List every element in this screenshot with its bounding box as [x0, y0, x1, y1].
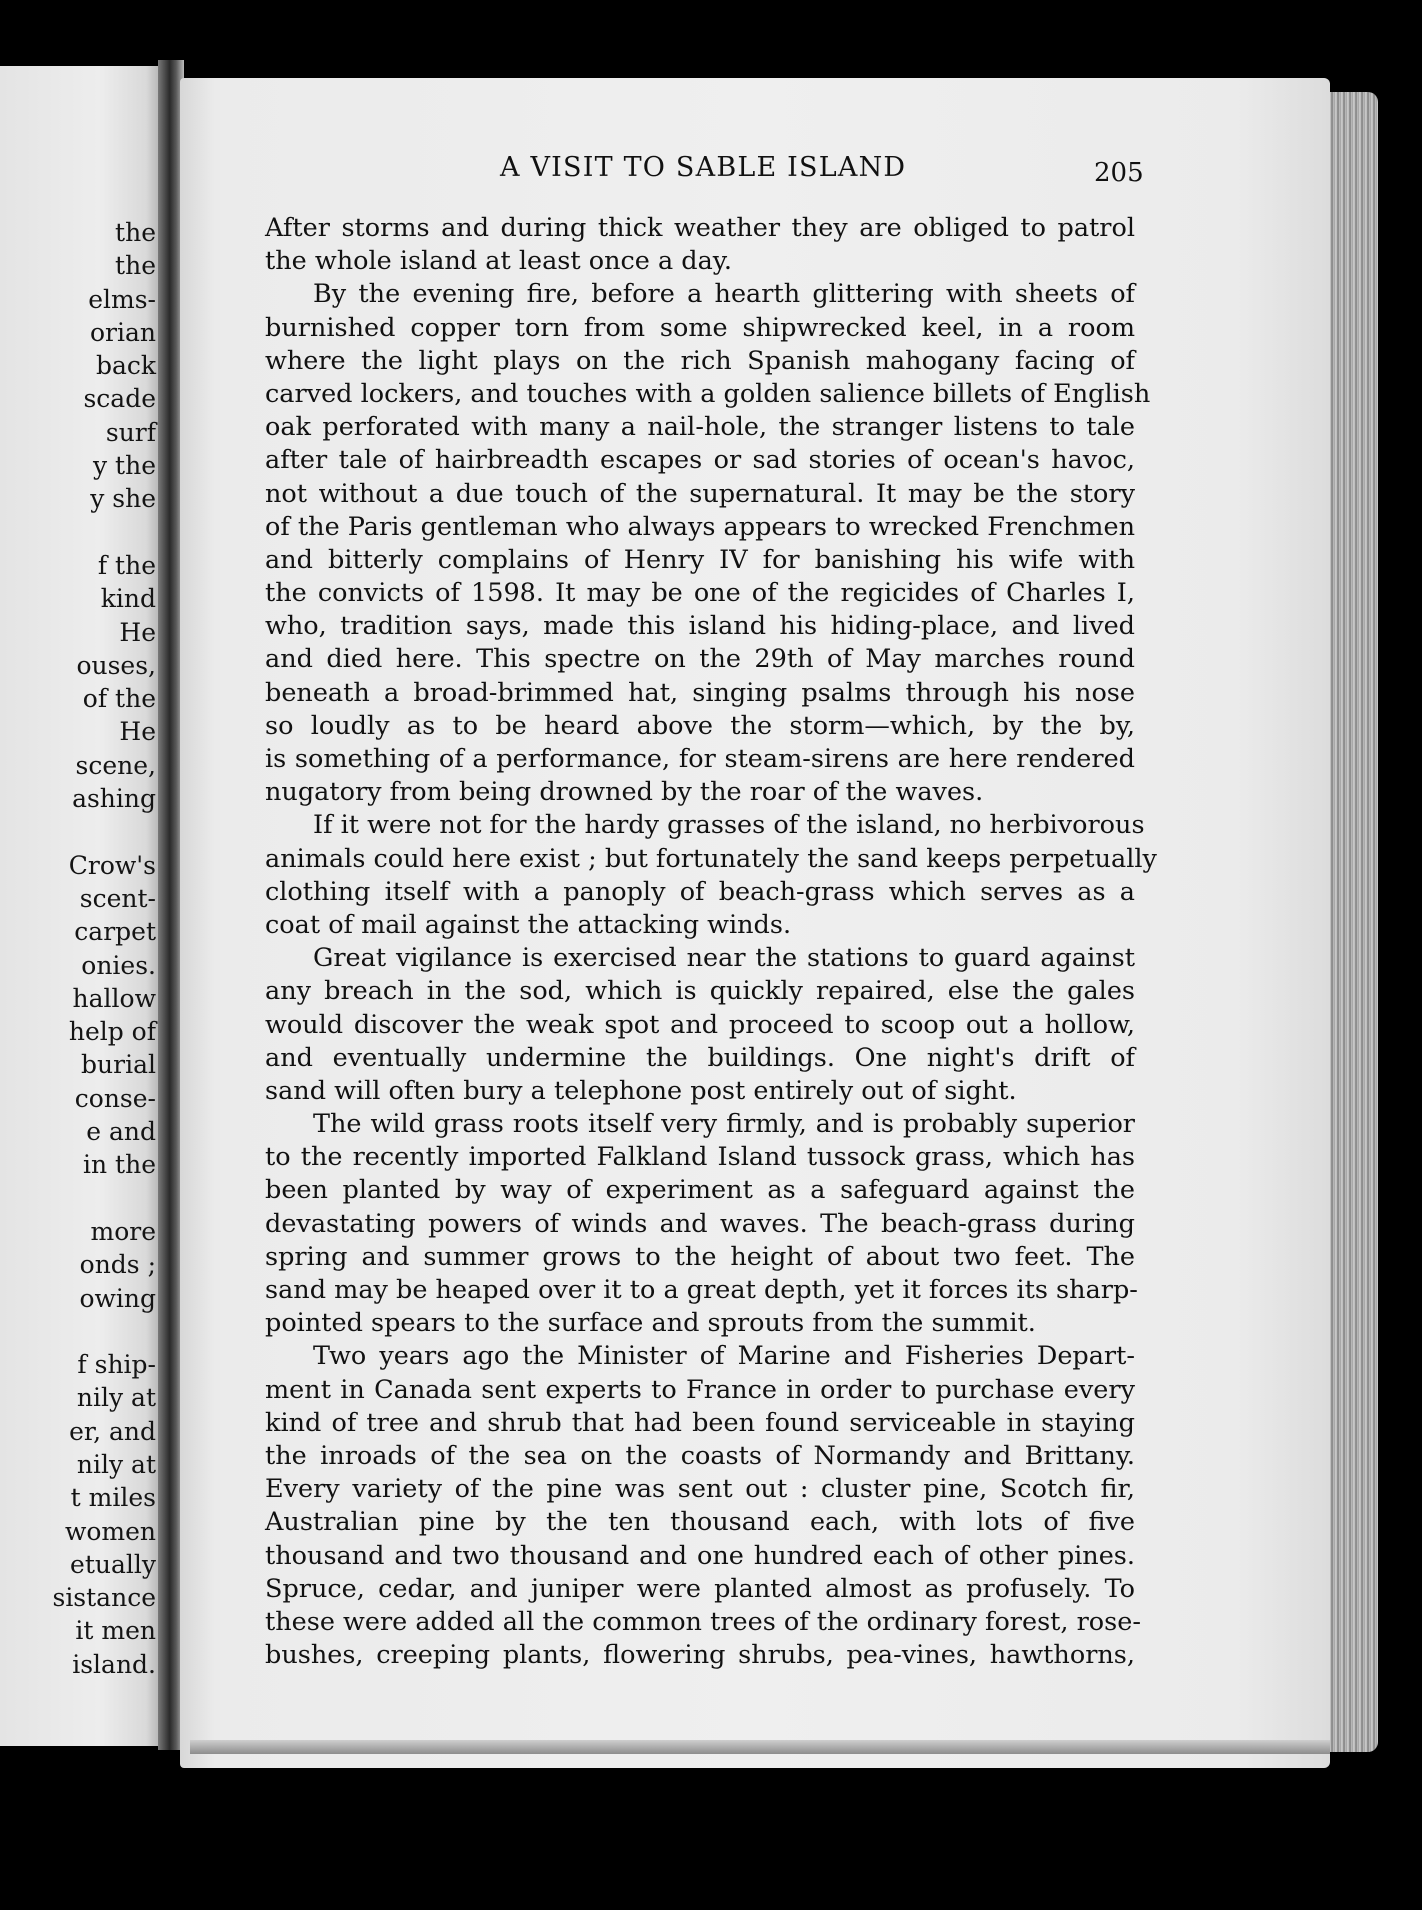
text-line: spring and summer grows to the height of about two feet. The: [265, 1241, 1135, 1272]
facing-page-line: f the: [97, 550, 156, 580]
text-line: these were added all the common trees of the ordinary forest, rose-: [265, 1606, 1141, 1637]
text-line: beneath a broad-brimmed hat, singing psalms through his nose: [265, 677, 1135, 708]
facing-page-line: owing: [79, 1283, 156, 1313]
facing-page-left: [0, 66, 166, 1746]
text-line: the whole island at least once a day.: [265, 246, 732, 277]
facing-page-line: women: [64, 1516, 156, 1546]
text-line: and eventually undermine the buildings. One night's drift of: [265, 1042, 1135, 1073]
facing-page-line: carpet: [74, 917, 156, 947]
text-line: devastating powers of winds and waves. The beach-grass during: [265, 1208, 1135, 1239]
facing-page-line: help of: [68, 1017, 156, 1047]
text-line: the inroads of the sea on the coasts of Normandy and Brittany.: [265, 1440, 1135, 1471]
facing-page-line: nily at: [76, 1449, 156, 1479]
text-line: animals could here exist ; but fortunately the sand keeps perpetually: [265, 843, 1157, 874]
facing-page-line: in the: [83, 1150, 156, 1180]
facing-page-line: e and: [86, 1117, 156, 1147]
facing-page-line: [52, 815, 156, 848]
page-bottom-edge: [190, 1740, 1330, 1754]
facing-page-line: surf: [105, 417, 156, 447]
text-line: Every variety of the pine was sent out : cluster pine, Scotch fir,: [265, 1474, 1135, 1505]
facing-page-line: kind: [100, 584, 156, 614]
facing-page-line: elms-: [88, 284, 156, 314]
facing-page-line: of the: [82, 684, 156, 714]
facing-page-line: scade: [83, 384, 156, 414]
facing-page-line: conse-: [74, 1083, 156, 1113]
facing-page-line: orian: [89, 317, 156, 347]
facing-page-line: [52, 1315, 156, 1348]
text-line: thousand and two thousand and one hundred each of other pines.: [265, 1540, 1135, 1571]
text-line: been planted by way of experiment as a safeguard against the: [265, 1175, 1135, 1206]
text-line: any breach in the sod, which is quickly repaired, else the gales: [265, 976, 1135, 1007]
facing-page-line: y the: [92, 451, 156, 481]
facing-page-line: scent-: [79, 883, 156, 913]
text-line: Two years ago the Minister of Marine and Fisheries Depart-: [313, 1341, 1135, 1372]
text-line: after tale of hairbreadth escapes or sad stories of ocean's havoc,: [265, 445, 1135, 476]
facing-page-line: hallow: [72, 983, 156, 1013]
text-line: not without a due touch of the supernatural. It may be the story: [265, 478, 1135, 509]
facing-page-line: more: [90, 1216, 156, 1246]
facing-page-line: burial: [81, 1050, 156, 1080]
text-line: By the evening fire, before a hearth glittering with sheets of: [313, 279, 1135, 310]
facing-page-line: ashing: [72, 784, 156, 814]
text-line: and bitterly complains of Henry IV for banishing his wife with: [265, 544, 1135, 575]
facing-page-line: [52, 1182, 156, 1215]
running-title: A VISIT TO SABLE ISLAND: [500, 152, 907, 183]
text-line: sand will often bury a telephone post entirely out of sight.: [265, 1075, 1017, 1106]
facing-page-line: back: [95, 351, 156, 381]
facing-page-line: ouses,: [76, 650, 156, 680]
page-body-text: [265, 212, 1157, 1672]
facing-page-line: sistance: [52, 1583, 156, 1613]
facing-page-line: nily at: [76, 1383, 156, 1413]
text-line: If it were not for the hardy grasses of the island, no herbivorous: [313, 810, 1145, 841]
facing-page-line: onds ;: [79, 1250, 156, 1280]
text-line: to the recently imported Falkland Island tussock grass, which has: [265, 1142, 1135, 1173]
text-line: bushes, creeping plants, flowering shrubs, pea-vines, hawthorns,: [265, 1640, 1135, 1671]
page-number: 205: [1094, 158, 1144, 188]
facing-page-line: it men: [75, 1616, 156, 1646]
facing-page-line: t miles: [70, 1483, 156, 1513]
page-edges: [1322, 92, 1378, 1752]
facing-page-line: etually: [70, 1549, 156, 1579]
facing-page-line: island.: [72, 1649, 156, 1679]
text-line: nugatory from being drowned by the roar of the waves.: [265, 777, 984, 808]
facing-page-line: er, and: [69, 1416, 156, 1446]
facing-page-line: scene,: [75, 750, 156, 780]
facing-page-line: the: [115, 218, 156, 247]
facing-page-text: [52, 216, 156, 1681]
text-line: burnished copper torn from some shipwrecked keel, in a room: [265, 312, 1135, 343]
text-line: who, tradition says, made this island his hiding-place, and lived: [265, 611, 1135, 642]
facing-page-line: Crow's: [68, 850, 156, 880]
text-line: carved lockers, and touches with a golden salience billets of English: [265, 378, 1151, 409]
facing-page-line: the: [115, 251, 156, 281]
facing-page-line: He: [119, 717, 156, 747]
text-line: where the light plays on the rich Spanish mahogany facing of: [265, 345, 1135, 376]
facing-page-line: onies.: [81, 950, 156, 980]
text-line: pointed spears to the surface and sprouts from the summit.: [265, 1308, 1036, 1339]
text-line: clothing itself with a panoply of beach-grass which serves as a: [265, 876, 1135, 907]
text-line: coat of mail against the attacking winds.: [265, 909, 792, 940]
text-line: Great vigilance is exercised near the stations to guard against: [313, 943, 1135, 974]
facing-page-line: He: [119, 617, 156, 647]
text-line: the convicts of 1598. It may be one of the regicides of Charles I,: [265, 578, 1135, 609]
text-line: The wild grass roots itself very firmly, and is probably superior: [313, 1109, 1135, 1140]
text-line: sand may be heaped over it to a great depth, yet it forces its sharp-: [265, 1275, 1138, 1305]
text-line: kind of tree and shrub that had been found serviceable in staying: [265, 1407, 1135, 1438]
text-line: would discover the weak spot and proceed to scoop out a hollow,: [265, 1009, 1135, 1040]
text-line: of the Paris gentleman who always appears to wrecked Frenchmen: [265, 511, 1135, 542]
text-line: and died here. This spectre on the 29th of May marches round: [265, 644, 1135, 675]
text-line: ment in Canada sent experts to France in order to purchase every: [265, 1374, 1135, 1405]
text-line: After storms and during thick weather they are obliged to patrol: [265, 213, 1135, 243]
text-line: Spruce, cedar, and juniper were planted almost as profusely. To: [265, 1573, 1135, 1604]
text-line: so loudly as to be heard above the storm—which, by the by,: [265, 710, 1135, 741]
facing-page-line: f ship-: [77, 1350, 156, 1380]
text-line: oak perforated with many a nail-hole, the stranger listens to tale: [265, 412, 1135, 443]
text-line: Australian pine by the ten thousand each, with lots of five: [265, 1507, 1135, 1538]
facing-page-line: y she: [90, 484, 156, 514]
text-line: is something of a performance, for steam-sirens are here rendered: [265, 744, 1135, 774]
running-head: [0, 152, 1422, 188]
facing-page-line: [52, 516, 156, 549]
